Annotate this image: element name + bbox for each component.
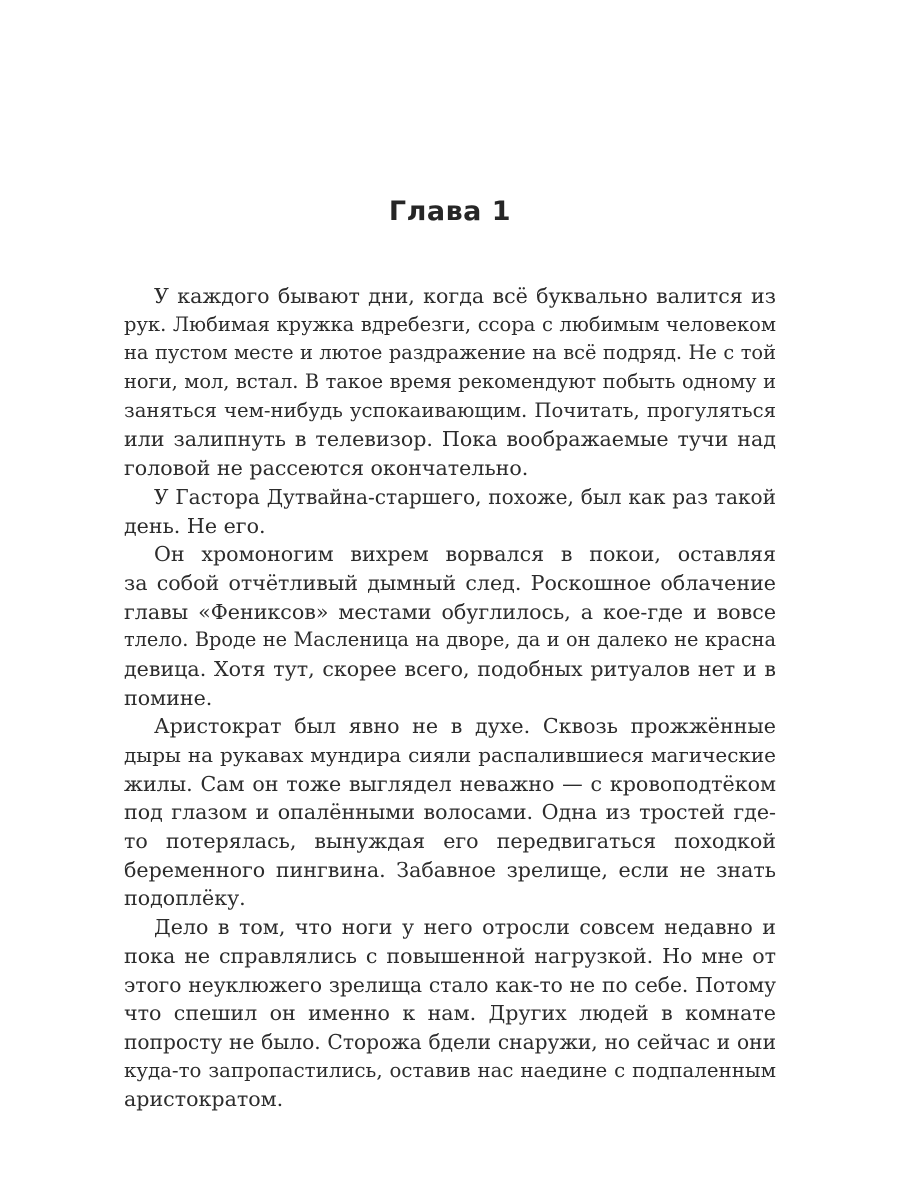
text-line: то потерялась, вынуждая его передвигаться походкой	[124, 829, 776, 854]
text-line: за собой отчётливый дымный след. Роскошное облачение	[124, 570, 776, 595]
text-line: подоплёку.	[124, 886, 246, 911]
text-line: рук. Любимая кружка вдребезги, ссора с любимым человеком	[124, 312, 776, 336]
text-line: дыры на рукавах мундира сияли распалившиеся магические	[124, 743, 776, 767]
text-line: аристократом.	[124, 1087, 284, 1112]
text-line: У каждого бывают дни, когда всё буквально валится из	[154, 284, 776, 308]
text-line: куда-то запропастились, оставив нас наедине с подпаленным	[124, 1058, 776, 1082]
text-line: заняться чем-нибудь успокаивающим. Почитать, прогуляться	[124, 398, 776, 422]
text-line: или залипнуть в телевизор. Пока воображаемые тучи над	[124, 427, 776, 452]
text-line: жилы. Сам он тоже выглядел неважно — с кровоподтёком	[124, 771, 776, 796]
text-line: головой не рассеются окончательно.	[124, 456, 529, 481]
text-line: Дело в том, что ноги у него отросли совсем недавно и	[154, 915, 776, 940]
chapter-body-text	[124, 282, 776, 1114]
text-line: пока не справлялись с повышенной нагрузкой. Но мне от	[124, 943, 776, 968]
text-line: тлело. Вроде не Масленица на дворе, да и он далеко не красна	[124, 628, 776, 652]
text-line: Он хромоногим вихрем ворвался в покои, оставляя	[154, 542, 776, 567]
text-line: ноги, мол, встал. В такое время рекомендуют побыть одному и	[124, 370, 776, 394]
text-line: что спешил он именно к нам. Других людей в комнате	[124, 1001, 776, 1026]
text-line: беременного пингвина. Забавное зрелище, если не знать	[124, 857, 776, 882]
text-line: день. Не его.	[124, 513, 266, 538]
text-line: под глазом и опалёнными волосами. Одна из тростей где-	[124, 800, 776, 825]
text-line: Аристократ был явно не в духе. Сквозь прожжённые	[154, 714, 776, 739]
text-line: на пустом месте и лютое раздражение на всё подряд. Не с той	[124, 341, 776, 365]
text-line: помине.	[124, 685, 213, 710]
text-line: У Гастора Дутвайна-старшего, похоже, был как раз такой	[154, 484, 776, 509]
text-line: попросту не было. Сторожа бдели снаружи, но сейчас и они	[124, 1029, 776, 1054]
text-line: девица. Хотя тут, скорее всего, подобных ритуалов нет и в	[124, 656, 776, 681]
text-line: главы «Фениксов» местами обуглилось, а кое-где и вовсе	[124, 599, 776, 624]
chapter-title: Глава 1	[388, 196, 512, 227]
text-line: этого неуклюжего зрелища стало как-то не по себе. Потому	[124, 972, 776, 997]
